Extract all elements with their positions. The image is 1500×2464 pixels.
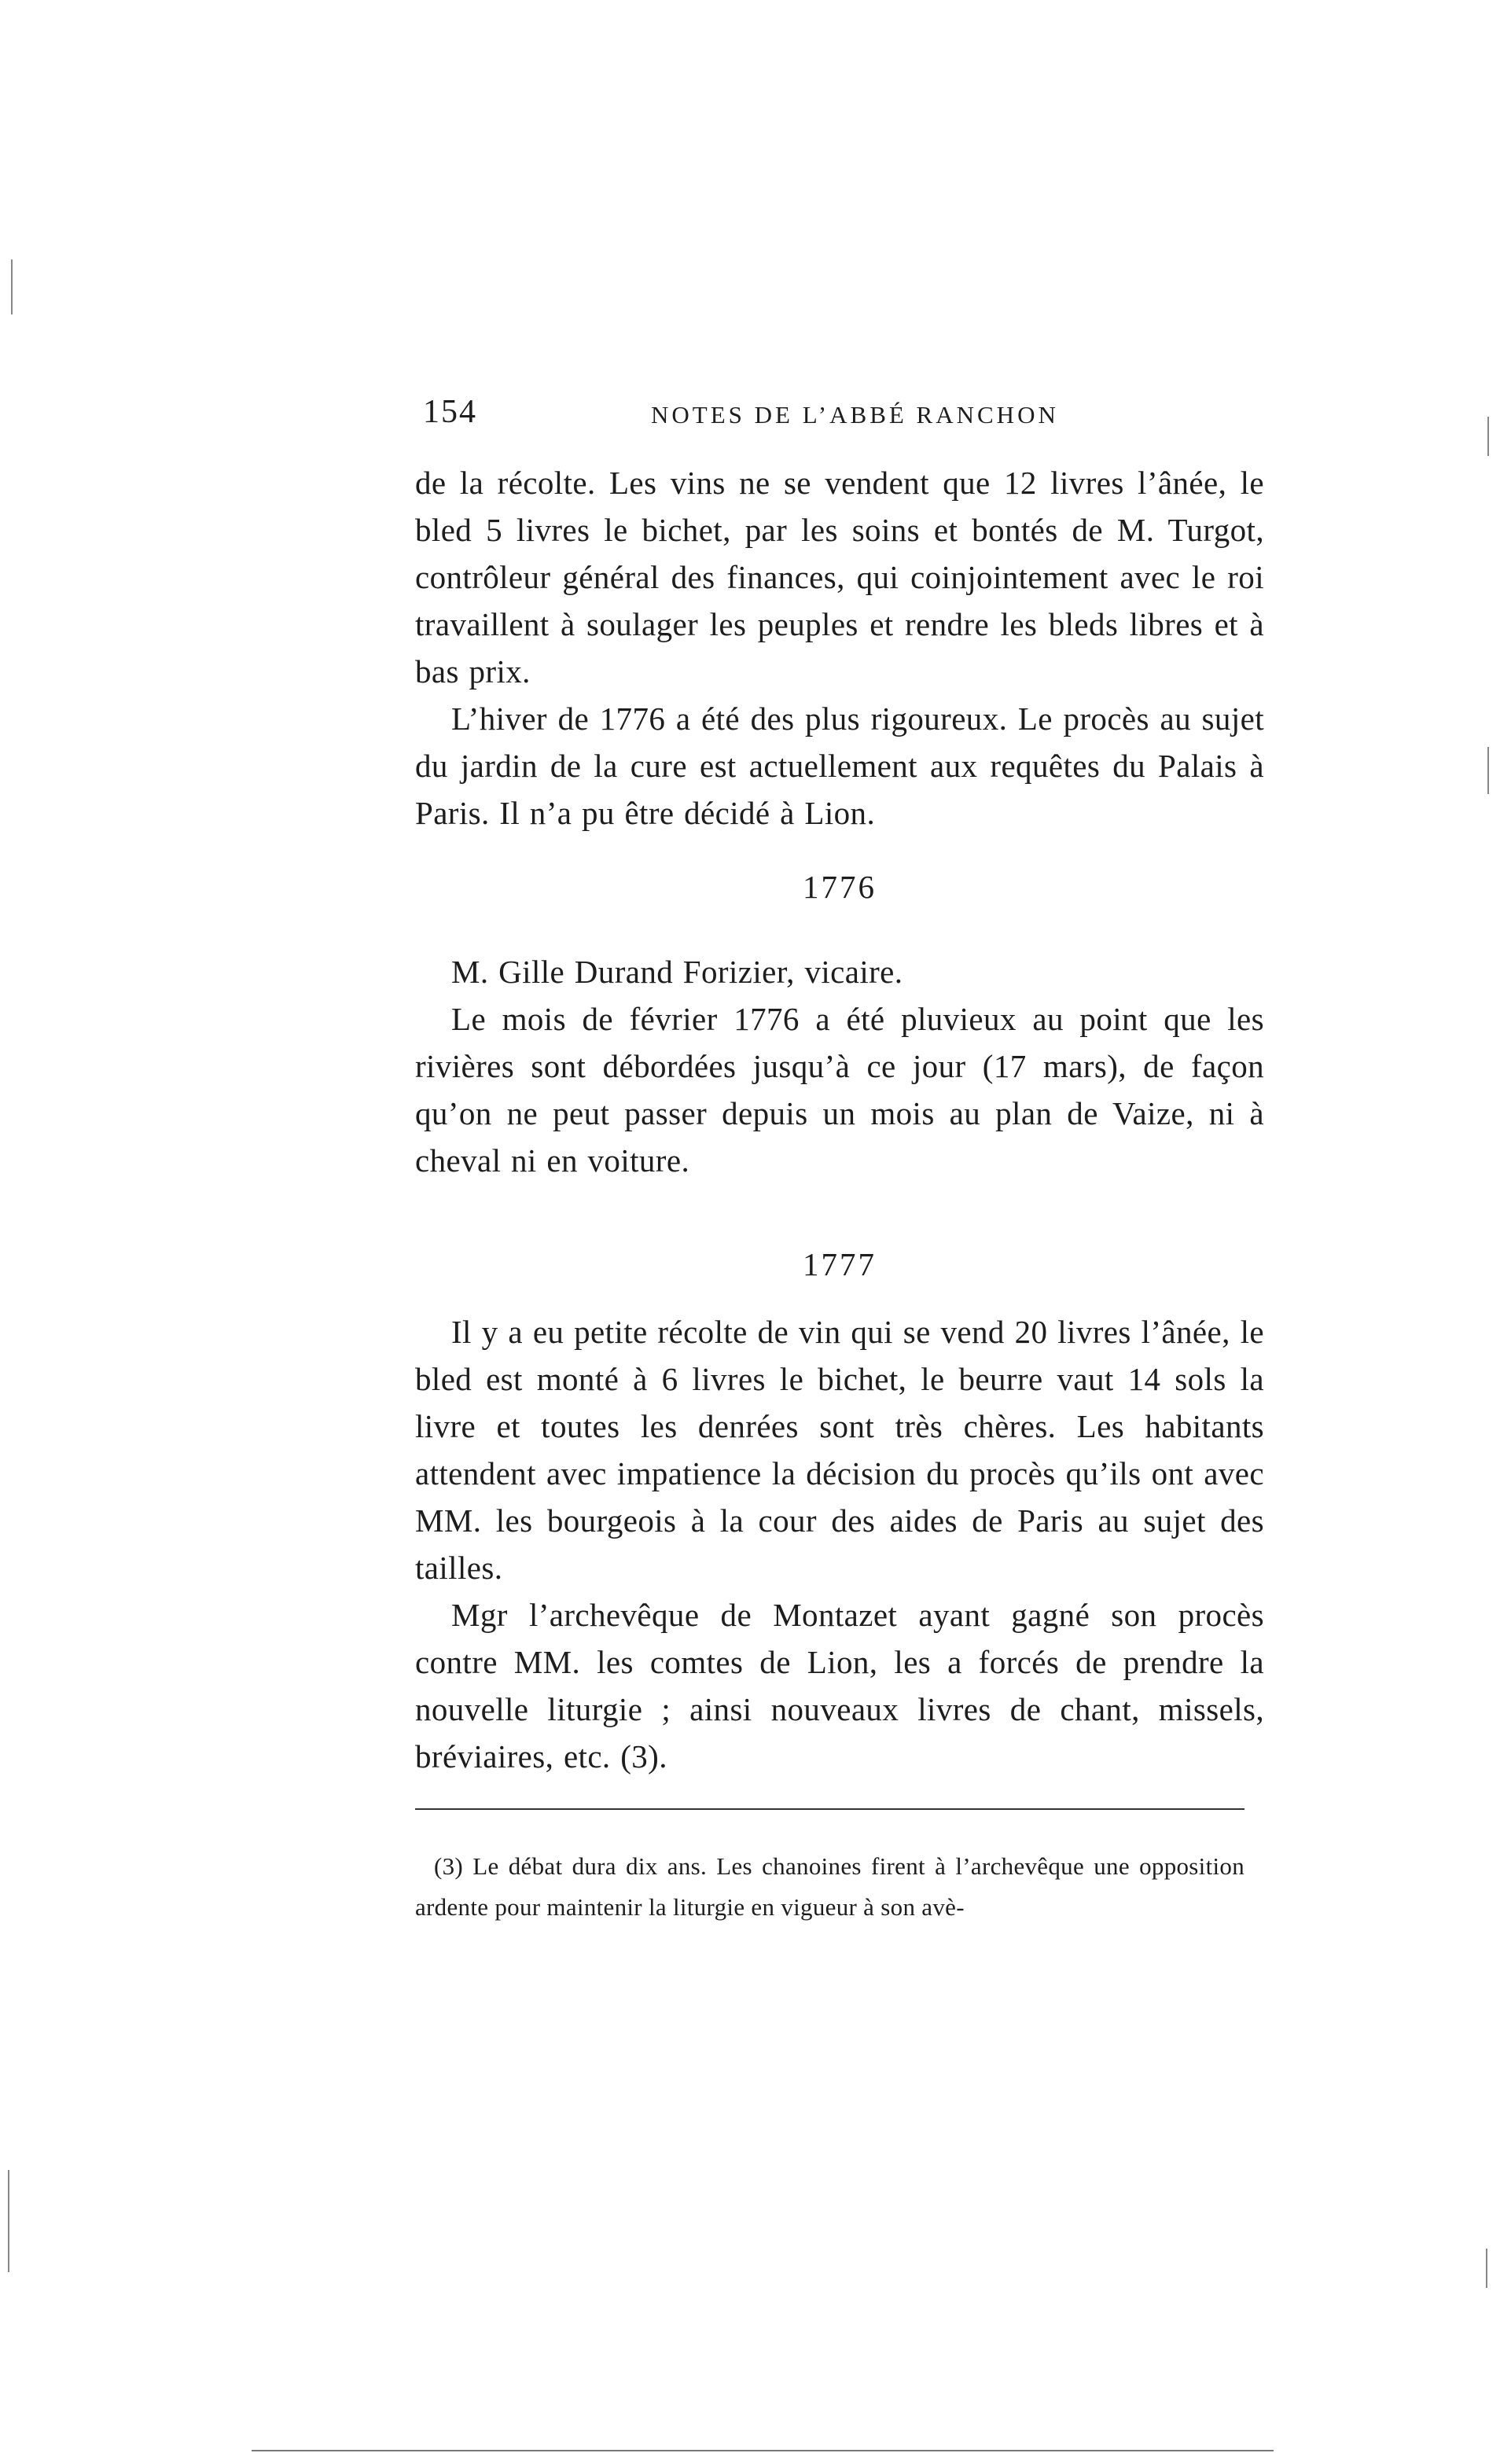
section-heading-1776: 1776 [803, 869, 877, 905]
scan-edge-mark [1486, 2249, 1487, 2288]
footnote-divider [415, 1808, 1244, 1810]
scan-edge-mark [8, 2170, 9, 2272]
footnote-text: (3) Le débat dura dix ans. Les chanoines firent à l’archevêque une opposition ardente pour maintenir la liturgie en vigueur à son avè- [415, 1852, 1244, 1921]
page-number: 154 [423, 394, 477, 430]
paragraph: L’hiver de 1776 a été des plus rigoureux. Le procès au sujet du jardin de la cure est actuellement aux requêtes du Palais à Paris. Il n’a pu être décidé à Lion. [415, 701, 1264, 831]
scan-edge-mark [1487, 747, 1489, 794]
section-heading-1777: 1777 [803, 1246, 877, 1282]
section-1777-text [415, 1308, 1264, 1780]
running-head: NOTES DE L’ABBÉ RANCHON [651, 401, 1059, 428]
page-header [423, 393, 1272, 440]
opening-text-block [415, 459, 1264, 837]
paragraph: Le mois de février 1776 a été pluvieux au point que les rivières sont débordées jusqu’à ce jour (17 mars), de façon qu’on ne peut passer depuis un mois au plan de Vaize, ni à cheval ni en voiture. [415, 1001, 1264, 1179]
footnote [415, 1846, 1244, 1928]
section-1776-text [415, 948, 1264, 1184]
paragraph: Il y a eu petite récolte de vin qui se vend 20 livres l’ânée, le bled est monté à 6 livres le bichet, le beurre vaut 14 sols la livre et toutes les denrées sont très chères. Les habitants attendent avec impatience la décision du procès qu’ils ont avec MM. les bourgeois à la cour des aides de Paris au sujet des tailles. [415, 1314, 1264, 1586]
paragraph: M. Gille Durand Forizier, vicaire. [451, 954, 903, 990]
paragraph: de la récolte. Les vins ne se vendent que 12 livres l’ânée, le bled 5 livres le bichet, par les soins et bontés de M. Turgot, contrôleur général des finances, qui coinjointement avec le roi travaillent à soulager les peuples et rendre les bleds libres et à bas prix. [415, 465, 1264, 690]
scan-edge-mark [11, 259, 13, 314]
scan-edge-mark [1487, 417, 1489, 456]
paragraph: Mgr l’archevêque de Montazet ayant gagné son procès contre MM. les comtes de Lion, les a forcés de prendre la nouvelle liturgie ; ainsi nouveaux livres de chant, missels, bréviaires, etc. (3). [415, 1597, 1264, 1774]
scan-bottom-edge [252, 2450, 1274, 2451]
